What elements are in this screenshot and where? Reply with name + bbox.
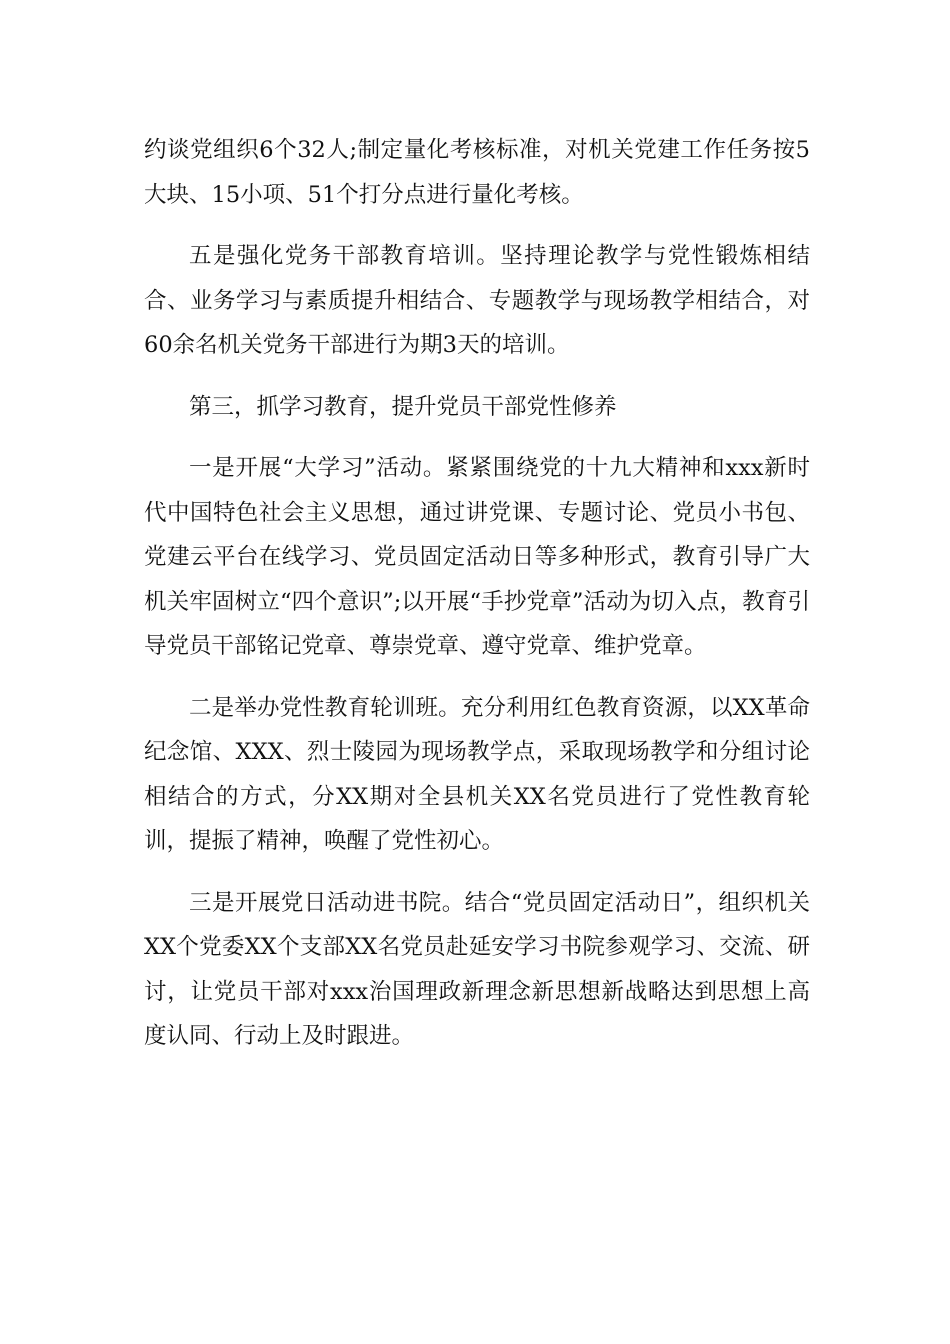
paragraph-great-study-activity: 一是开展“大学习”活动。紧紧围绕党的十九大精神和xxx新时代中国特色社会主义思想，通过讲党课、专题讨论、党员小书包、党建云平台在线学习、党员固定活动日等多种形式，教育引导广大机关牢固树立“四个意识”;以开展“手抄党章”活动为切入点，教育引导党员干部铭记党章、尊崇党章、遵守党章、维护党章。 (144, 455, 810, 659)
document-body (144, 128, 810, 1076)
paragraph-continuation: 约谈党组织6个32人;制定量化考核标准，对机关党建工作任务按5大块、15小项、51个打分点进行量化考核。 (144, 137, 810, 208)
paragraph-party-day-activity: 三是开展党日活动进书院。结合“党员固定活动日”，组织机关XX个党委XX个支部XX名党员赴延安学习书院参观学习、交流、研讨，让党员干部对xxx治国理政新理念新思想新战略达到思想上高度认同、行动上及时跟进。 (144, 889, 810, 1049)
paragraph-party-affairs-training: 五是强化党务干部教育培训。坚持理论教学与党性锻炼相结合、业务学习与素质提升相结合、专题教学与现场教学相结合，对60余名机关党务干部进行为期3天的培训。 (144, 243, 810, 358)
section-heading-study-education: 第三，抓学习教育，提升党员干部党性修养 (189, 393, 617, 420)
paragraph-party-education-training-class: 二是举办党性教育轮训班。充分利用红色教育资源，以XX革命纪念馆、XXX、烈士陵园为现场教学点，采取现场教学和分组讨论相结合的方式，分XX期对全县机关XX名党员进行了党性教育轮训，提振了精神，唤醒了党性初心。 (144, 694, 810, 854)
